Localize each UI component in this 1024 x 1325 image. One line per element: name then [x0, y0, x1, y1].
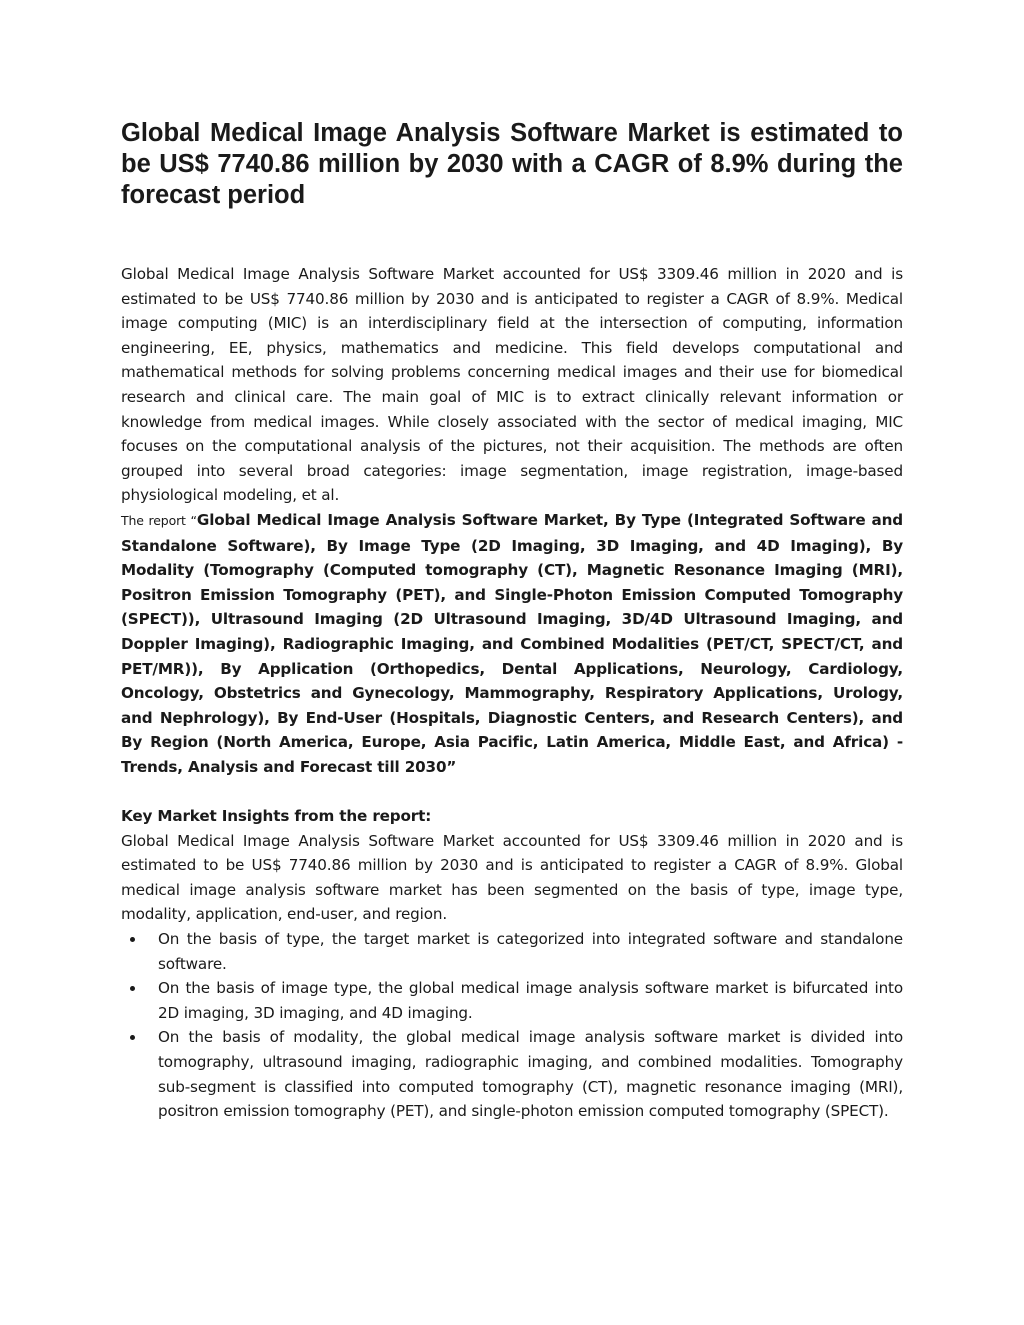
- bullet-text: On the basis of modality, the global medical image analysis software market is divided into tomography, ultrasound imaging, radiographic imaging, and combined modalities. Tomography sub-segment is classified into computed tomography (CT), magnetic resonance imaging (MRI), positron emission tomography (PET), and single-photon emission computed tomography (SPECT).: [158, 1028, 903, 1121]
- bullet-item-type: [121, 927, 903, 976]
- report-title: Global Medical Image Analysis Software Market, By Type (Integrated Software and Standalone Software), By Image Type (2D Imaging, 3D Imaging, and 4D Imaging), By Modality (Tomography (Computed tomography (CT), Magnetic Resonance Imaging (MRI), Positron Emission Tomography (PET), and Single-Photon Emission Computed Tomography (SPECT)), Ultrasound Imaging (2D Ultrasound Imaging, 3D/4D Ultrasound Imaging, and Doppler Imaging), Radiographic Imaging, and Combined Modalities (PET/CT, SPECT/CT, and PET/MR)), By Application (Orthopedics, Dental Applications, Neurology, Cardiology, Oncology, Obstetrics and Gynecology, Mammography, Respiratory Applications, Urology, and Nephrology), By End-User (Hospitals, Diagnostic Centers, and Research Centers), and By Region (North America, Europe, Asia Pacific, Latin America, Middle East, and Africa) - Trends, Analysis and Forecast till 2030”: [121, 510, 903, 776]
- document-title: Global Medical Image Analysis Software Market is estimated to be US$ 7740.86 million by 2030 with a CAGR of 8.9% during the forecast period: [121, 119, 903, 209]
- insights-heading: Key Market Insights from the report:: [121, 807, 432, 826]
- report-paragraph: [121, 508, 903, 780]
- bullet-icon: [130, 937, 135, 942]
- insights-paragraph: Global Medical Image Analysis Software Market accounted for US$ 3309.46 million in 2020 and is estimated to be US$ 7740.86 million by 2030 and is anticipated to register a CAGR of 8.9%. Global medical image analysis software market has been segmented on the basis of type, image type, modality, application, end-user, and region.: [121, 831, 903, 924]
- document-page: [121, 118, 903, 1124]
- bullet-item-image-type: [121, 976, 903, 1025]
- bullet-icon: [130, 1035, 135, 1040]
- bullet-icon: [130, 986, 135, 991]
- bullet-text: On the basis of image type, the global medical image analysis software market is bifurcated into 2D imaging, 3D imaging, and 4D imaging.: [158, 979, 903, 1022]
- bullet-text: On the basis of type, the target market is categorized into integrated software and standalone software.: [158, 930, 903, 973]
- report-prefix: The report “: [121, 512, 197, 528]
- insights-bullet-list: [121, 927, 903, 1124]
- bullet-item-modality: [121, 1025, 903, 1123]
- intro-paragraph: Global Medical Image Analysis Software Market accounted for US$ 3309.46 million in 2020 and is estimated to be US$ 7740.86 million by 2030 and is anticipated to register a CAGR of 8.9%. Medical image computing (MIC) is an interdisciplinary field at the intersection of computing, information engineering, EE, physics, mathematics and medicine. This field develops computational and mathematical methods for solving problems concerning medical images and their use for biomedical research and clinical care. The main goal of MIC is to extract clinically relevant information or knowledge from medical images. While closely associated with the sector of medical imaging, MIC focuses on the computational analysis of the pictures, not their acquisition. The methods are often grouped into several broad categories: image segmentation, image registration, image-based physiological modeling, et al.: [121, 265, 903, 505]
